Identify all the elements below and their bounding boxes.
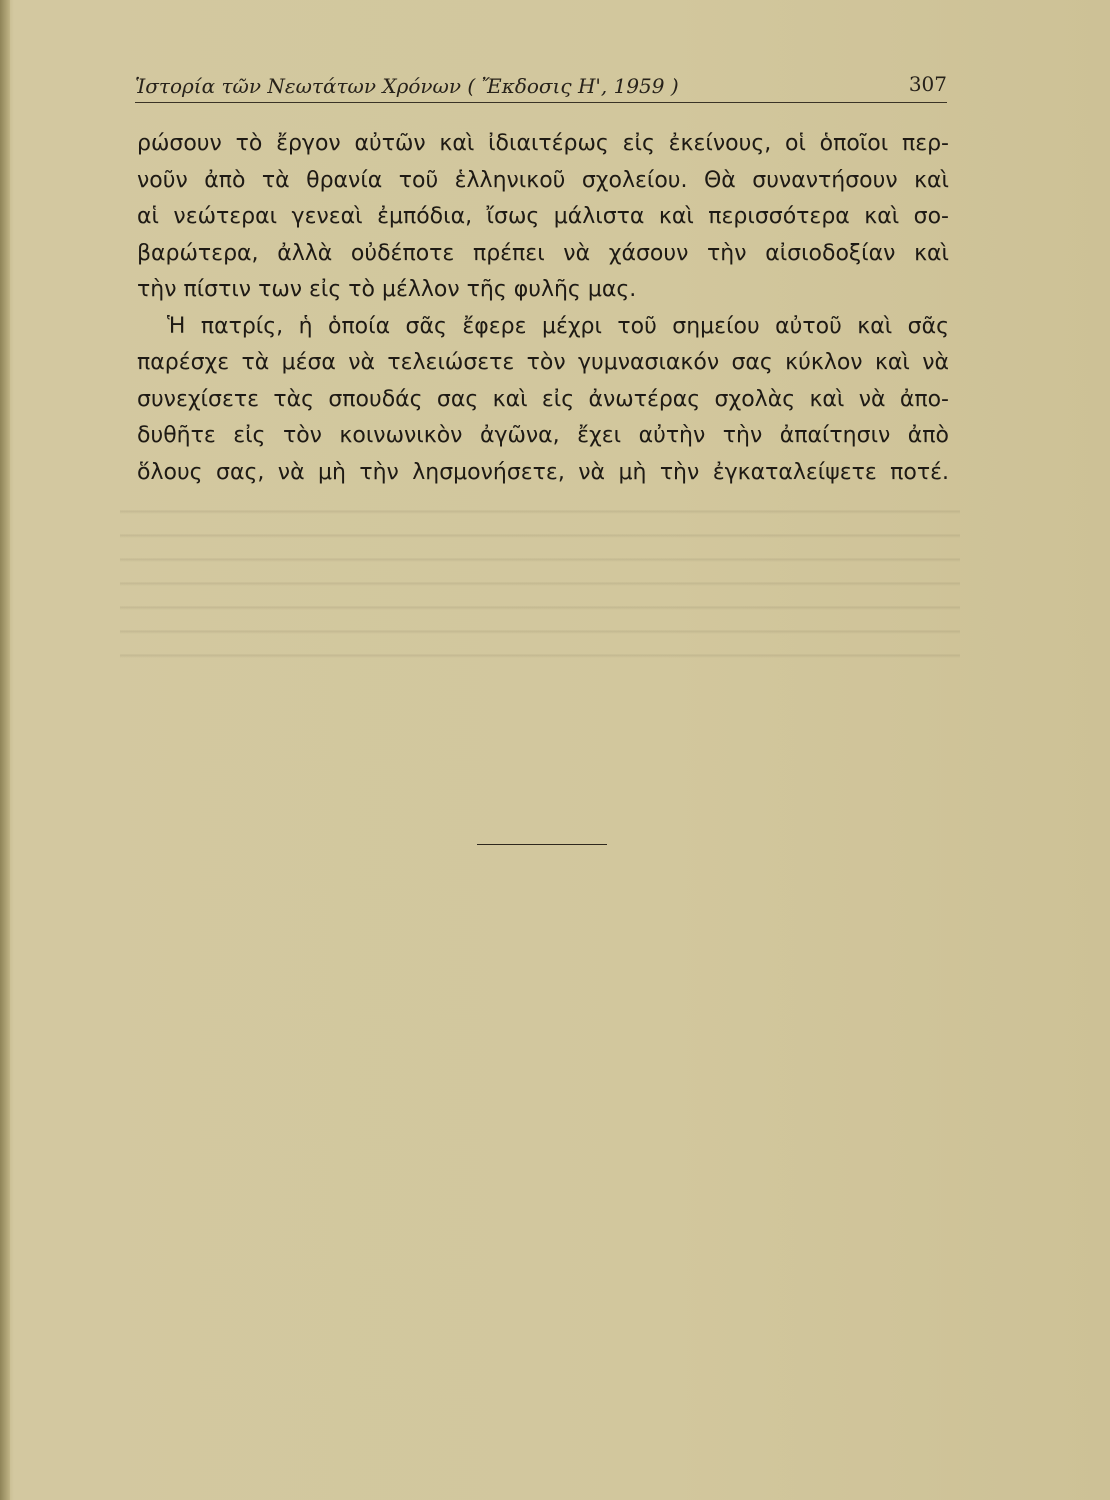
text-line: τὴν πίστιν των εἰς τὸ μέλλον τῆς φυλῆς μας. — [137, 277, 637, 302]
page-header — [135, 72, 947, 103]
text-line: βαρώτερα, ἀλλὰ οὐδέποτε πρέπει νὰ χάσουν τὴν αἰσιοδοξίαν καὶ — [137, 240, 949, 266]
spine-shadow — [0, 0, 10, 1500]
text-line: δυθῆτε εἰς τὸν κοινωνικὸν ἀγῶνα, ἔχει αὐτὴν τὴν ἀπαίτησιν ἀπὸ — [137, 423, 949, 448]
body-text — [137, 126, 949, 491]
text-line: συνεχίσετε τὰς σπουδάς σας καὶ εἰς ἀνωτέρας σχολὰς καὶ νὰ ἀπο- — [137, 386, 949, 412]
page-number: 307 — [908, 72, 947, 96]
text-line: αἱ νεώτεραι γενεαὶ ἐμπόδια, ἴσως μάλιστα καὶ περισσότερα καὶ σο- — [137, 204, 949, 229]
section-end-rule — [477, 844, 607, 845]
text-line: νοῦν ἀπὸ τὰ θρανία τοῦ ἑλληνικοῦ σχολείου. Θὰ συναντήσουν καὶ — [137, 167, 949, 193]
text-line: παρέσχε τὰ μέσα νὰ τελειώσετε τὸν γυμνασιακόν σας κύκλον καὶ νὰ — [137, 350, 949, 375]
text-line: ρώσουν τὸ ἔργον αὐτῶν καὶ ἰδιαιτέρως εἰς ἐκείνους, οἱ ὁποῖοι περ- — [137, 131, 949, 156]
show-through-text — [120, 490, 960, 670]
text-line: Ἡ πατρίς, ἡ ὁποία σᾶς ἔφερε μέχρι τοῦ σημείου αὐτοῦ καὶ σᾶς — [167, 313, 949, 339]
running-title: Ἱστορία τῶν Νεωτάτων Χρόνων ( Ἔκδοσις Η', 1959 ) — [135, 74, 679, 98]
text-line: ὅλους σας, νὰ μὴ τὴν λησμονήσετε, νὰ μὴ τὴν ἐγκαταλείψετε ποτέ. — [137, 459, 949, 485]
